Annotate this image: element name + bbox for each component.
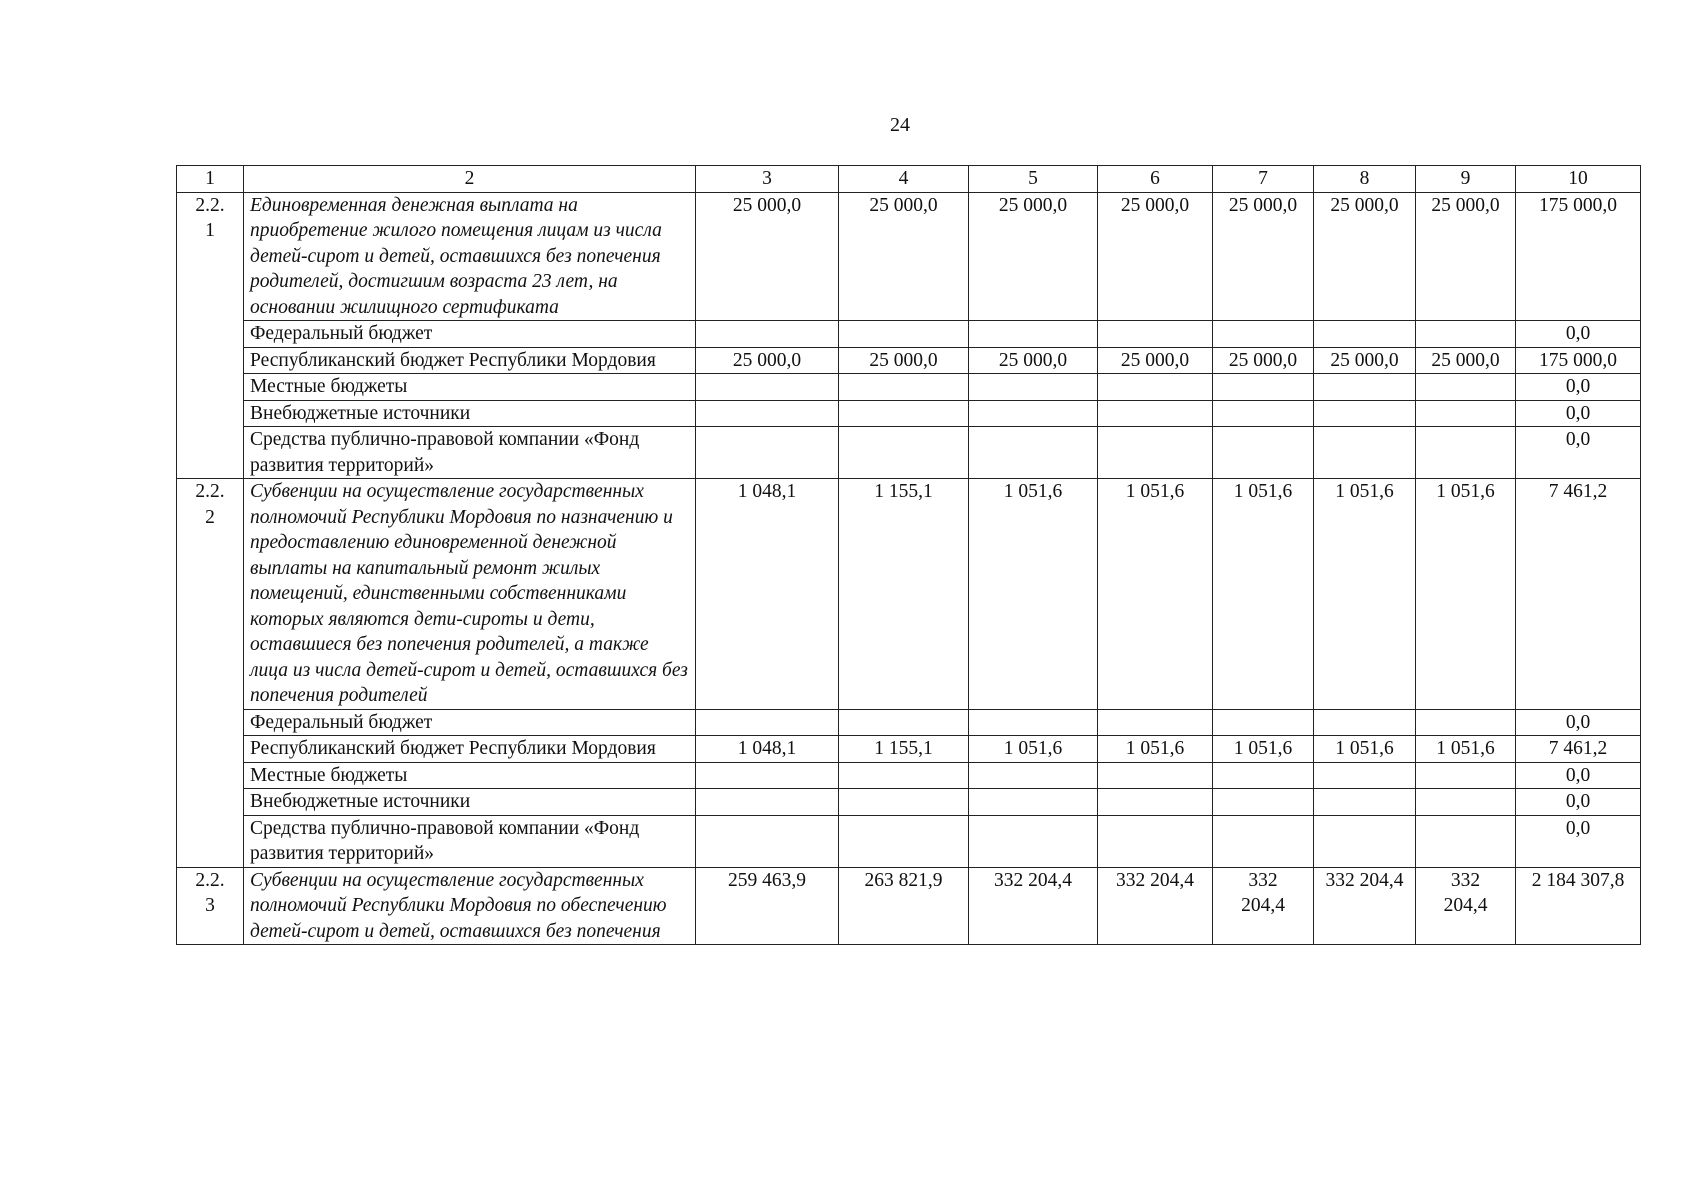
- section-row: [177, 192, 1641, 321]
- value-cell: 0,0: [1516, 400, 1641, 427]
- header-cell: 5: [969, 166, 1098, 193]
- value-cell: 332 204,4: [1213, 867, 1314, 945]
- section-row: [177, 867, 1641, 945]
- header-cell: 9: [1416, 166, 1516, 193]
- value-cell: 332 204,4: [1314, 867, 1416, 945]
- source-label: Местные бюджеты: [244, 374, 696, 401]
- value-cell: 1 051,6: [1098, 479, 1213, 710]
- value-cell: 1 051,6: [1314, 479, 1416, 710]
- value-cell: [839, 762, 969, 789]
- value-cell: 25 000,0: [1098, 192, 1213, 321]
- value-cell: [839, 400, 969, 427]
- value-cell: [839, 815, 969, 867]
- value-cell: [839, 427, 969, 479]
- value-cell: [1416, 400, 1516, 427]
- source-label: Федеральный бюджет: [244, 709, 696, 736]
- value-cell: [1416, 789, 1516, 816]
- value-cell: [1098, 815, 1213, 867]
- value-cell: [1098, 321, 1213, 348]
- source-row: [177, 374, 1641, 401]
- value-cell: 1 051,6: [1213, 736, 1314, 763]
- source-row: [177, 321, 1641, 348]
- value-cell: 25 000,0: [1098, 347, 1213, 374]
- value-cell: [1314, 789, 1416, 816]
- value-cell: 0,0: [1516, 709, 1641, 736]
- source-label: Внебюджетные источники: [244, 400, 696, 427]
- value-cell: [969, 709, 1098, 736]
- header-row: [177, 166, 1641, 193]
- value-cell: 1 051,6: [1213, 479, 1314, 710]
- value-cell: [696, 762, 839, 789]
- section-code: 2.2. 1: [177, 192, 244, 479]
- value-cell: [1213, 789, 1314, 816]
- value-cell: [1098, 789, 1213, 816]
- value-cell: [696, 374, 839, 401]
- header-cell: 8: [1314, 166, 1416, 193]
- value-cell: [1416, 374, 1516, 401]
- value-cell: 175 000,0: [1516, 192, 1641, 321]
- value-cell: [1416, 762, 1516, 789]
- value-cell: [1213, 400, 1314, 427]
- value-cell: [1314, 709, 1416, 736]
- value-cell: [1314, 815, 1416, 867]
- value-cell: 0,0: [1516, 321, 1641, 348]
- source-row: [177, 427, 1641, 479]
- value-cell: [1213, 762, 1314, 789]
- value-cell: 1 051,6: [1416, 736, 1516, 763]
- value-cell: [696, 400, 839, 427]
- value-cell: 1 051,6: [1098, 736, 1213, 763]
- value-cell: 1 155,1: [839, 479, 969, 710]
- value-cell: [1213, 709, 1314, 736]
- value-cell: [696, 709, 839, 736]
- value-cell: 0,0: [1516, 427, 1641, 479]
- value-cell: [969, 321, 1098, 348]
- source-row: [177, 709, 1641, 736]
- source-row: [177, 347, 1641, 374]
- source-label: Республиканский бюджет Республики Мордовия: [244, 347, 696, 374]
- value-cell: [1314, 374, 1416, 401]
- value-cell: [1098, 762, 1213, 789]
- section-title: Единовременная денежная выплата на приобретение жилого помещения лицам из числа детей-сирот и детей, оставшихся без попечения родителей, достигшим возраста 23 лет, на основании жилищного сертификата: [244, 192, 696, 321]
- header-cell: 1: [177, 166, 244, 193]
- value-cell: 1 051,6: [1314, 736, 1416, 763]
- source-row: [177, 815, 1641, 867]
- value-cell: [1314, 427, 1416, 479]
- source-row: [177, 736, 1641, 763]
- section-row: [177, 479, 1641, 710]
- value-cell: 332 204,4: [1416, 867, 1516, 945]
- section-title: Субвенции на осуществление государственных полномочий Республики Мордовия по назначению и предоставлению единовременной денежной выплаты на капитальный ремонт жилых помещений, единственными собственниками которых являются дети-сироты и дети, оставшиеся без попечения родителей, а также лица из числа детей-сирот и детей, оставшихся без попечения родителей: [244, 479, 696, 710]
- value-cell: 25 000,0: [969, 192, 1098, 321]
- value-cell: 25 000,0: [1213, 192, 1314, 321]
- header-cell: 7: [1213, 166, 1314, 193]
- value-cell: [696, 815, 839, 867]
- source-row: [177, 400, 1641, 427]
- value-cell: 1 048,1: [696, 479, 839, 710]
- section-code: 2.2. 3: [177, 867, 244, 945]
- value-cell: [969, 762, 1098, 789]
- value-cell: 0,0: [1516, 762, 1641, 789]
- value-cell: [696, 789, 839, 816]
- value-cell: [1416, 815, 1516, 867]
- value-cell: [1416, 709, 1516, 736]
- value-cell: 1 155,1: [839, 736, 969, 763]
- value-cell: 332 204,4: [969, 867, 1098, 945]
- value-cell: [1314, 321, 1416, 348]
- value-cell: 7 461,2: [1516, 736, 1641, 763]
- value-cell: 259 463,9: [696, 867, 839, 945]
- budget-table: [176, 165, 1641, 945]
- value-cell: [1098, 427, 1213, 479]
- value-cell: 25 000,0: [1314, 347, 1416, 374]
- value-cell: [969, 374, 1098, 401]
- value-cell: 25 000,0: [1314, 192, 1416, 321]
- value-cell: [1098, 400, 1213, 427]
- value-cell: 0,0: [1516, 789, 1641, 816]
- value-cell: [969, 427, 1098, 479]
- source-label: Внебюджетные источники: [244, 789, 696, 816]
- header-cell: 6: [1098, 166, 1213, 193]
- page-number: 24: [890, 114, 910, 136]
- section-code: 2.2. 2: [177, 479, 244, 868]
- value-cell: [696, 427, 839, 479]
- value-cell: 7 461,2: [1516, 479, 1641, 710]
- value-cell: [1213, 427, 1314, 479]
- value-cell: [1416, 321, 1516, 348]
- section-title: Субвенции на осуществление государственных полномочий Республики Мордовия по обеспечению детей-сирот и детей, оставшихся без попечения: [244, 867, 696, 945]
- header-cell: 4: [839, 166, 969, 193]
- value-cell: [1314, 400, 1416, 427]
- value-cell: [839, 709, 969, 736]
- source-label: Республиканский бюджет Республики Мордовия: [244, 736, 696, 763]
- value-cell: [1314, 762, 1416, 789]
- value-cell: 2 184 307,8: [1516, 867, 1641, 945]
- value-cell: 1 051,6: [969, 479, 1098, 710]
- value-cell: [1213, 815, 1314, 867]
- source-label: Средства публично-правовой компании «Фонд развития территорий»: [244, 427, 696, 479]
- value-cell: 25 000,0: [1416, 192, 1516, 321]
- source-label: Средства публично-правовой компании «Фонд развития территорий»: [244, 815, 696, 867]
- source-row: [177, 789, 1641, 816]
- value-cell: 25 000,0: [696, 347, 839, 374]
- value-cell: 1 051,6: [1416, 479, 1516, 710]
- value-cell: 25 000,0: [1213, 347, 1314, 374]
- value-cell: [969, 815, 1098, 867]
- value-cell: [839, 789, 969, 816]
- value-cell: 0,0: [1516, 815, 1641, 867]
- source-label: Местные бюджеты: [244, 762, 696, 789]
- value-cell: 263 821,9: [839, 867, 969, 945]
- value-cell: [969, 400, 1098, 427]
- value-cell: [1098, 374, 1213, 401]
- source-label: Федеральный бюджет: [244, 321, 696, 348]
- value-cell: [839, 374, 969, 401]
- value-cell: 332 204,4: [1098, 867, 1213, 945]
- source-row: [177, 762, 1641, 789]
- value-cell: [696, 321, 839, 348]
- value-cell: [839, 321, 969, 348]
- value-cell: [1416, 427, 1516, 479]
- value-cell: [1213, 321, 1314, 348]
- value-cell: [1213, 374, 1314, 401]
- value-cell: 1 048,1: [696, 736, 839, 763]
- value-cell: [969, 789, 1098, 816]
- value-cell: 1 051,6: [969, 736, 1098, 763]
- value-cell: 25 000,0: [1416, 347, 1516, 374]
- header-cell: 3: [696, 166, 839, 193]
- header-cell: 2: [244, 166, 696, 193]
- value-cell: 175 000,0: [1516, 347, 1641, 374]
- value-cell: [1098, 709, 1213, 736]
- header-cell: 10: [1516, 166, 1641, 193]
- value-cell: 25 000,0: [839, 347, 969, 374]
- value-cell: 0,0: [1516, 374, 1641, 401]
- value-cell: 25 000,0: [969, 347, 1098, 374]
- value-cell: 25 000,0: [696, 192, 839, 321]
- value-cell: 25 000,0: [839, 192, 969, 321]
